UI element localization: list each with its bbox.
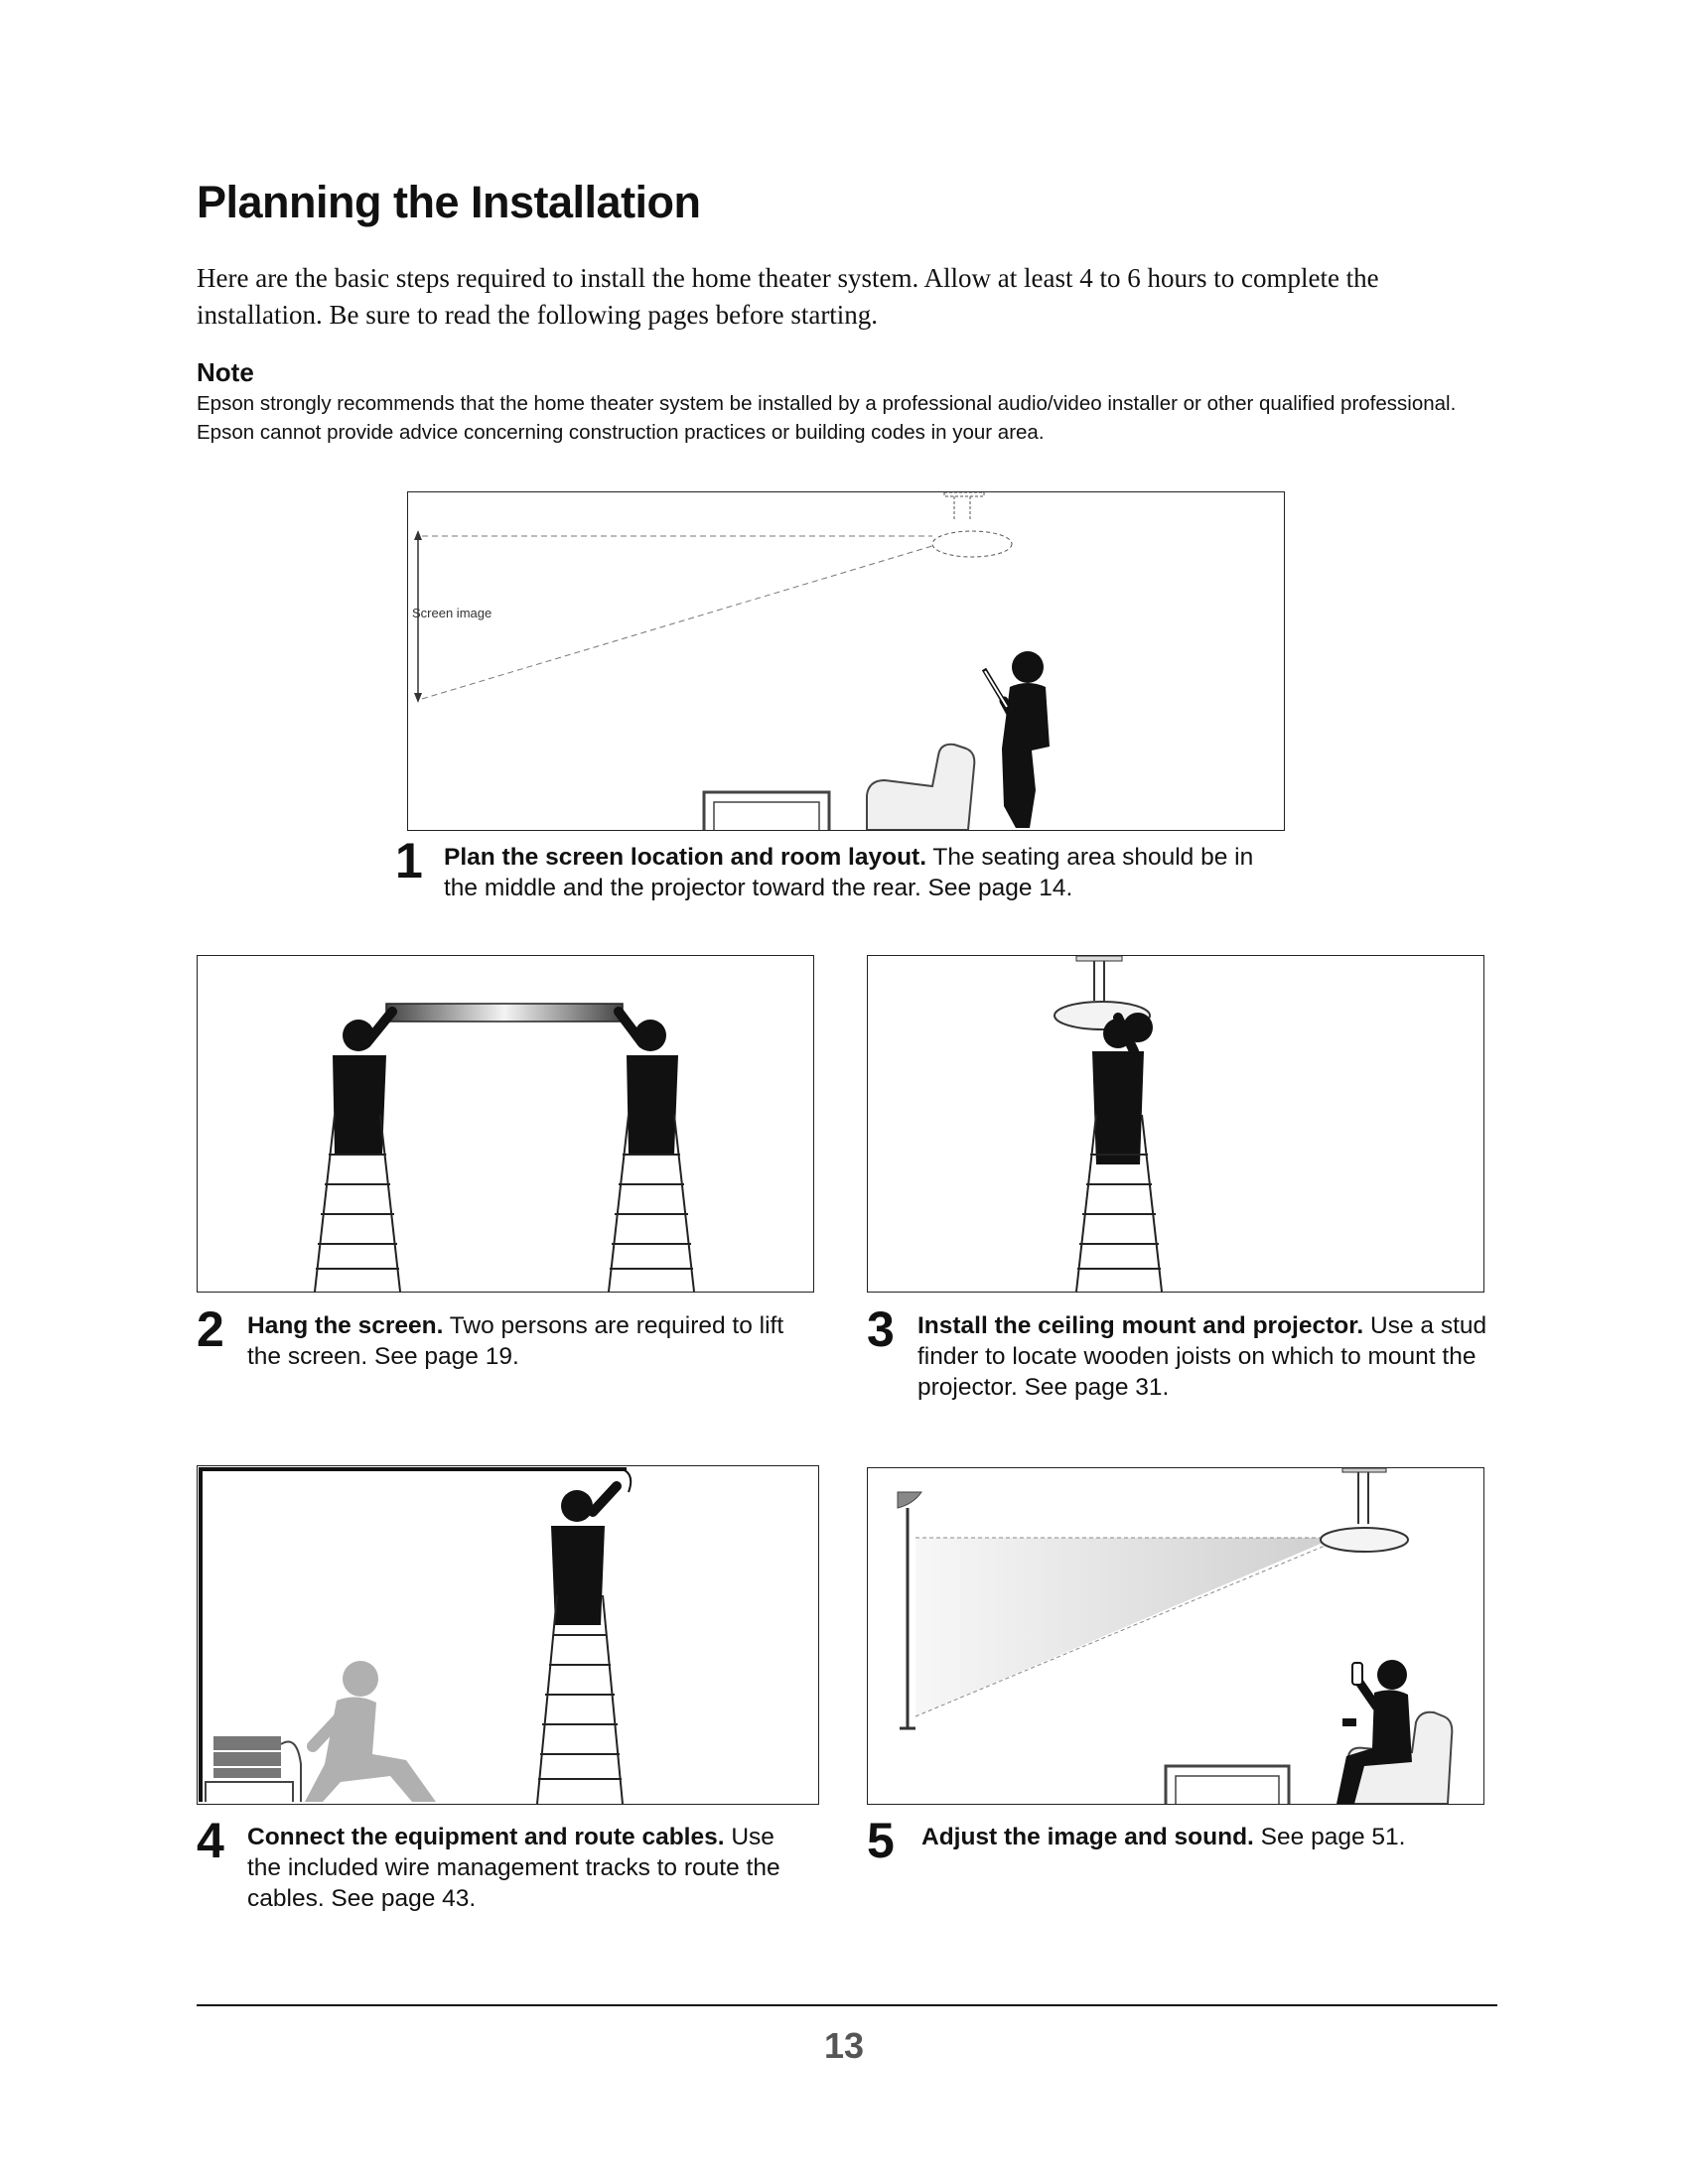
page-number: 13 [823, 2025, 865, 2066]
step-5-number: 5 [867, 1813, 895, 1868]
step-2-number: 2 [197, 1301, 224, 1357]
step-2-text [247, 1310, 813, 1372]
step-3-number: 3 [867, 1301, 895, 1357]
note-heading: Note [197, 357, 254, 387]
figure-adjust-image [867, 1467, 1484, 1805]
step-4-heading: Connect the equipment and route cables. [247, 1824, 725, 1850]
step-5-heading: Adjust the image and sound. [921, 1824, 1254, 1850]
screen-image-label: Screen image [412, 606, 492, 620]
step-1-number: 1 [395, 833, 423, 888]
step-3-description: Use a stud finder to locate wooden joists on which to mount the projector. See page 31. [917, 1312, 1487, 1401]
step-3-text [917, 1310, 1493, 1403]
step-4-number: 4 [197, 1813, 224, 1868]
step-5-description: See page 51. [1253, 1824, 1406, 1850]
step-1-text [444, 842, 1268, 903]
intro-paragraph: Here are the basic steps required to install the home theater system. Allow at least 4 to 6 hours to complete the installation. Be sure to read the following pages before starting. [197, 263, 1379, 330]
step-4-description: Use the included wire management tracks to route the cables. See page 43. [247, 1824, 780, 1912]
step-4-text [247, 1822, 813, 1914]
step-1-heading: Plan the screen location and room layout. [444, 844, 927, 871]
footer-rule [197, 2004, 1497, 2006]
step-1-description: The seating area should be in the middle and the projector toward the rear. See page 14. [444, 844, 1254, 901]
figure-room-layout [407, 491, 1285, 831]
figure-connect-equipment [197, 1465, 819, 1805]
note-body: Epson strongly recommends that the home theater system be installed by a professional audio/video installer or other qualified professional. Epson cannot provide advice concerning construction practices or building codes in your area. [197, 392, 1457, 444]
figure-hang-screen [197, 955, 814, 1293]
step-3-heading: Install the ceiling mount and projector. [917, 1312, 1364, 1339]
page-title: Planning the Installation [197, 177, 701, 227]
step-2-description: Two persons are required to lift the screen. See page 19. [247, 1312, 784, 1370]
figure-ceiling-mount [867, 955, 1484, 1293]
step-5-text [921, 1822, 1487, 1852]
step-2-heading: Hang the screen. [247, 1312, 444, 1339]
